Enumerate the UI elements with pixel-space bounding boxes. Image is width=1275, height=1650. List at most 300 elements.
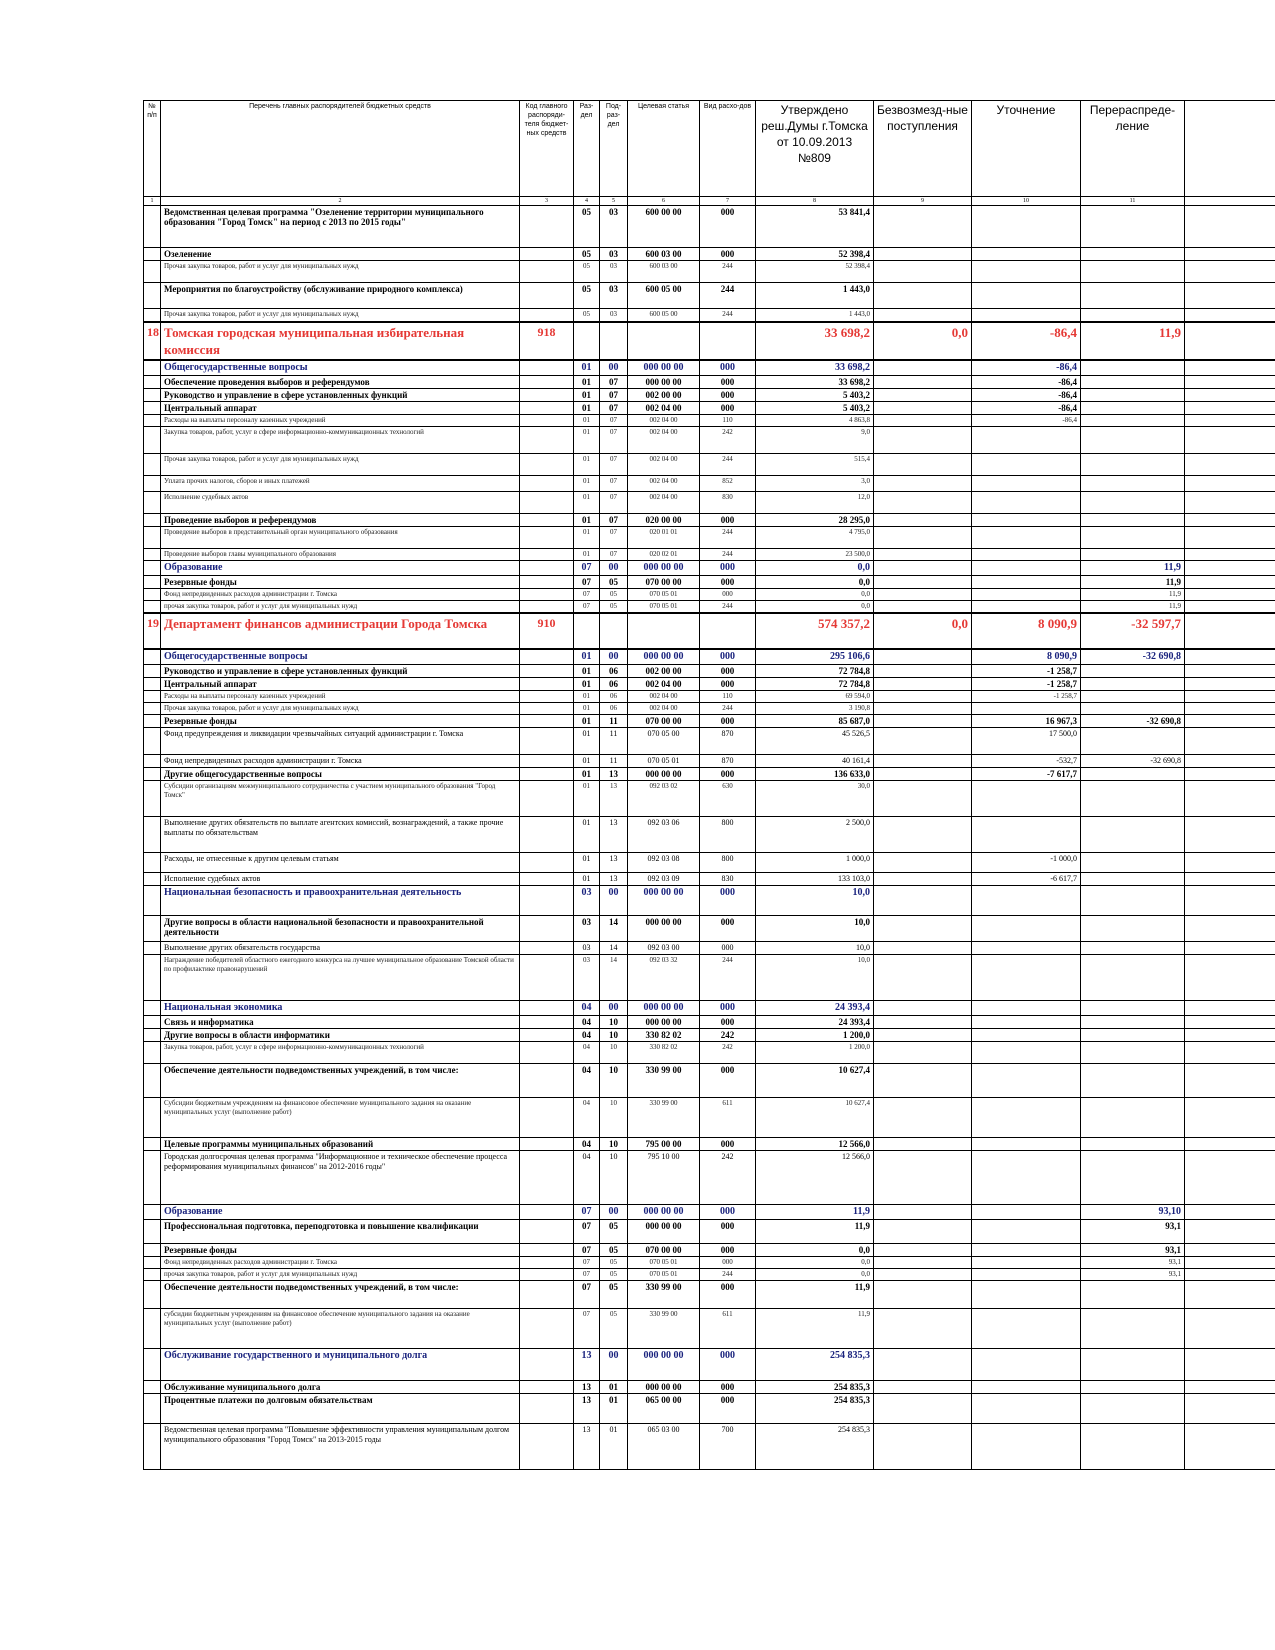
row-number bbox=[144, 941, 161, 954]
row-name: Фонд непредвиденных расходов администрации г. Томска bbox=[161, 754, 520, 767]
row-name: Центральный аппарат bbox=[161, 401, 520, 414]
row-target-article: 330 82 02 bbox=[628, 1028, 700, 1041]
row-section: 05 bbox=[574, 283, 600, 309]
row-expense-type: 800 bbox=[700, 852, 756, 872]
row-extra bbox=[1185, 248, 1275, 261]
row-clarification: -86,4 bbox=[972, 375, 1081, 388]
row-section: 01 bbox=[574, 702, 600, 714]
row-section: 04 bbox=[574, 1150, 600, 1204]
row-approved: 515,4 bbox=[756, 453, 874, 475]
row-section: 01 bbox=[574, 714, 600, 727]
row-extra bbox=[1185, 575, 1275, 588]
row-number bbox=[144, 1150, 161, 1204]
row-target-article: 092 03 09 bbox=[628, 872, 700, 885]
table-row bbox=[144, 767, 1275, 780]
row-gratuitous bbox=[874, 915, 972, 941]
table-row bbox=[144, 475, 1275, 491]
row-extra bbox=[1185, 360, 1275, 376]
row-name: Другие общегосударственные вопросы bbox=[161, 767, 520, 780]
row-name: Руководство и управление в сфере установленных функций bbox=[161, 388, 520, 401]
row-name: Целевые программы муниципальных образований bbox=[161, 1137, 520, 1150]
row-redistribution bbox=[1081, 388, 1185, 401]
row-redistribution: 93,1 bbox=[1081, 1268, 1185, 1280]
row-number bbox=[144, 206, 161, 248]
row-name: Общегосударственные вопросы bbox=[161, 649, 520, 665]
row-name: Городская долгосрочная целевая программа "Информационное и техническое обеспечение процесса реформирования муниципальных финансов" на 2012-2016 годы" bbox=[161, 1150, 520, 1204]
row-approved: 9,0 bbox=[756, 426, 874, 453]
row-subsection: 07 bbox=[600, 548, 628, 560]
row-name: Закупка товаров, работ, услуг в сфере информационно-коммуникационных технологий bbox=[161, 426, 520, 453]
row-name: Фонд непредвиденных расходов администрации г. Томска bbox=[161, 1256, 520, 1268]
row-code bbox=[520, 388, 574, 401]
row-name: Выполнение других обязательств по выплате агентских комиссий, вознаграждений, а также прочие выплаты по обязательствам bbox=[161, 816, 520, 852]
row-subsection: 07 bbox=[600, 401, 628, 414]
row-expense-type: 000 bbox=[700, 560, 756, 575]
row-expense-type: 244 bbox=[700, 600, 756, 613]
row-approved: 45 526,5 bbox=[756, 727, 874, 754]
row-approved: 12,0 bbox=[756, 491, 874, 513]
table-row bbox=[144, 1423, 1275, 1469]
row-code: 918 bbox=[520, 322, 574, 360]
row-redistribution bbox=[1081, 664, 1185, 677]
row-gratuitous bbox=[874, 1380, 972, 1393]
row-extra bbox=[1185, 1243, 1275, 1256]
row-section: 01 bbox=[574, 475, 600, 491]
row-expense-type: 000 bbox=[700, 915, 756, 941]
row-section: 01 bbox=[574, 526, 600, 548]
row-approved: 28 295,0 bbox=[756, 513, 874, 526]
table-row bbox=[144, 375, 1275, 388]
row-approved: 3 190,8 bbox=[756, 702, 874, 714]
row-section: 03 bbox=[574, 954, 600, 1000]
row-clarification bbox=[972, 206, 1081, 248]
row-extra bbox=[1185, 1028, 1275, 1041]
row-approved: 52 398,4 bbox=[756, 248, 874, 261]
row-subsection: 03 bbox=[600, 283, 628, 309]
row-approved: 0,0 bbox=[756, 588, 874, 600]
table-row bbox=[144, 1380, 1275, 1393]
row-redistribution bbox=[1081, 475, 1185, 491]
row-extra bbox=[1185, 475, 1275, 491]
row-target-article: 070 05 01 bbox=[628, 754, 700, 767]
header-column-numbers bbox=[144, 197, 1275, 206]
row-name: Расходы на выплаты персоналу казенных учреждений bbox=[161, 414, 520, 426]
row-redistribution: 93,1 bbox=[1081, 1243, 1185, 1256]
row-name: Резервные фонды bbox=[161, 714, 520, 727]
row-gratuitous bbox=[874, 375, 972, 388]
row-extra bbox=[1185, 664, 1275, 677]
row-section: 01 bbox=[574, 453, 600, 475]
row-number bbox=[144, 1348, 161, 1380]
row-approved: 3,0 bbox=[756, 475, 874, 491]
row-clarification bbox=[972, 600, 1081, 613]
row-name: Проведение выборов главы муниципального образования bbox=[161, 548, 520, 560]
row-target-article: 070 00 00 bbox=[628, 714, 700, 727]
table-row bbox=[144, 453, 1275, 475]
row-section: 01 bbox=[574, 360, 600, 376]
row-gratuitous bbox=[874, 206, 972, 248]
table-row bbox=[144, 852, 1275, 872]
row-approved: 69 594,0 bbox=[756, 690, 874, 702]
row-redistribution bbox=[1081, 915, 1185, 941]
row-target-article: 065 03 00 bbox=[628, 1423, 700, 1469]
row-name: Образование bbox=[161, 560, 520, 575]
row-code bbox=[520, 588, 574, 600]
row-approved: 10,0 bbox=[756, 915, 874, 941]
row-number bbox=[144, 513, 161, 526]
row-expense-type: 000 bbox=[700, 248, 756, 261]
row-expense-type: 630 bbox=[700, 780, 756, 816]
table-row bbox=[144, 1256, 1275, 1268]
row-redistribution bbox=[1081, 852, 1185, 872]
table-row bbox=[144, 1137, 1275, 1150]
row-clarification bbox=[972, 1000, 1081, 1015]
row-redistribution bbox=[1081, 954, 1185, 1000]
row-gratuitous bbox=[874, 575, 972, 588]
row-approved: 574 357,2 bbox=[756, 613, 874, 649]
row-code bbox=[520, 375, 574, 388]
row-section: 03 bbox=[574, 941, 600, 954]
row-code bbox=[520, 548, 574, 560]
row-extra bbox=[1185, 872, 1275, 885]
row-number bbox=[144, 690, 161, 702]
row-extra bbox=[1185, 1348, 1275, 1380]
table-row bbox=[144, 414, 1275, 426]
row-code bbox=[520, 1204, 574, 1219]
column-number-blank bbox=[1185, 197, 1275, 206]
row-target-article: 065 00 00 bbox=[628, 1393, 700, 1423]
row-subsection: 00 bbox=[600, 1348, 628, 1380]
row-expense-type: 244 bbox=[700, 954, 756, 1000]
row-number bbox=[144, 767, 161, 780]
row-redistribution bbox=[1081, 727, 1185, 754]
row-expense-type: 000 bbox=[700, 1380, 756, 1393]
row-expense-type: 000 bbox=[700, 1393, 756, 1423]
row-subsection: 10 bbox=[600, 1097, 628, 1137]
table-row bbox=[144, 664, 1275, 677]
row-expense-type: 000 bbox=[700, 588, 756, 600]
row-code bbox=[520, 1097, 574, 1137]
row-extra bbox=[1185, 388, 1275, 401]
row-extra bbox=[1185, 414, 1275, 426]
row-subsection: 05 bbox=[600, 575, 628, 588]
row-clarification bbox=[972, 941, 1081, 954]
row-target-article: 600 05 00 bbox=[628, 283, 700, 309]
row-redistribution bbox=[1081, 360, 1185, 376]
row-gratuitous bbox=[874, 360, 972, 376]
row-target-article: 002 04 00 bbox=[628, 453, 700, 475]
table-row bbox=[144, 915, 1275, 941]
row-clarification bbox=[972, 548, 1081, 560]
row-section: 04 bbox=[574, 1000, 600, 1015]
row-extra bbox=[1185, 915, 1275, 941]
table-row bbox=[144, 575, 1275, 588]
row-redistribution bbox=[1081, 548, 1185, 560]
row-section: 01 bbox=[574, 375, 600, 388]
row-gratuitous bbox=[874, 491, 972, 513]
row-extra bbox=[1185, 885, 1275, 915]
row-redistribution bbox=[1081, 426, 1185, 453]
row-clarification: -86,4 bbox=[972, 414, 1081, 426]
row-subsection: 11 bbox=[600, 754, 628, 767]
row-subsection: 05 bbox=[600, 1256, 628, 1268]
table-row bbox=[144, 613, 1275, 649]
row-extra bbox=[1185, 1308, 1275, 1348]
row-extra bbox=[1185, 1256, 1275, 1268]
row-target-article: 795 00 00 bbox=[628, 1137, 700, 1150]
row-target-article: 070 05 00 bbox=[628, 727, 700, 754]
row-clarification bbox=[972, 575, 1081, 588]
row-extra bbox=[1185, 754, 1275, 767]
row-target-article: 002 04 00 bbox=[628, 414, 700, 426]
table-header bbox=[144, 101, 1275, 206]
row-expense-type: 244 bbox=[700, 1268, 756, 1280]
row-name: Прочая закупка товаров, работ и услуг для муниципальных нужд bbox=[161, 453, 520, 475]
row-extra bbox=[1185, 526, 1275, 548]
row-subsection: 10 bbox=[600, 1137, 628, 1150]
row-target-article: 002 00 00 bbox=[628, 388, 700, 401]
row-number bbox=[144, 388, 161, 401]
row-clarification bbox=[972, 588, 1081, 600]
row-extra bbox=[1185, 588, 1275, 600]
row-redistribution: 11,9 bbox=[1081, 588, 1185, 600]
row-redistribution bbox=[1081, 690, 1185, 702]
row-gratuitous bbox=[874, 1028, 972, 1041]
row-redistribution bbox=[1081, 1041, 1185, 1063]
row-code bbox=[520, 526, 574, 548]
row-expense-type: 110 bbox=[700, 414, 756, 426]
row-redistribution bbox=[1081, 283, 1185, 309]
row-target-article: 092 03 02 bbox=[628, 780, 700, 816]
column-number: 9 bbox=[874, 197, 972, 206]
row-approved: 24 393,4 bbox=[756, 1000, 874, 1015]
row-gratuitous bbox=[874, 1063, 972, 1097]
row-extra bbox=[1185, 309, 1275, 322]
row-redistribution: 11,9 bbox=[1081, 560, 1185, 575]
row-approved: 85 687,0 bbox=[756, 714, 874, 727]
row-code bbox=[520, 954, 574, 1000]
row-code bbox=[520, 426, 574, 453]
row-gratuitous bbox=[874, 702, 972, 714]
row-name: Обеспечение деятельности подведомственных учреждений, в том числе: bbox=[161, 1063, 520, 1097]
row-extra bbox=[1185, 767, 1275, 780]
row-subsection: 07 bbox=[600, 513, 628, 526]
row-gratuitous bbox=[874, 727, 972, 754]
row-redistribution bbox=[1081, 526, 1185, 548]
row-name: Мероприятия по благоустройству (обслуживание природного комплекса) bbox=[161, 283, 520, 309]
row-extra bbox=[1185, 1204, 1275, 1219]
row-expense-type: 000 bbox=[700, 513, 756, 526]
row-code bbox=[520, 1268, 574, 1280]
row-clarification: -86,4 bbox=[972, 360, 1081, 376]
row-expense-type: 000 bbox=[700, 375, 756, 388]
row-number bbox=[144, 872, 161, 885]
row-approved: 33 698,2 bbox=[756, 375, 874, 388]
row-redistribution bbox=[1081, 677, 1185, 690]
row-code bbox=[520, 690, 574, 702]
row-approved: 72 784,8 bbox=[756, 677, 874, 690]
row-extra bbox=[1185, 560, 1275, 575]
row-expense-type: 000 bbox=[700, 388, 756, 401]
row-code bbox=[520, 1308, 574, 1348]
row-code bbox=[520, 309, 574, 322]
table-row bbox=[144, 1000, 1275, 1015]
row-section: 07 bbox=[574, 1268, 600, 1280]
row-redistribution: -32 690,8 bbox=[1081, 649, 1185, 665]
row-name: Томская городская муниципальная избирательная комиссия bbox=[161, 322, 520, 360]
row-name: Награждение победителей областного ежегодного конкурса на лучшее муниципальное образование Томской области по профилактике правонарушений bbox=[161, 954, 520, 1000]
row-number bbox=[144, 852, 161, 872]
row-subsection: 14 bbox=[600, 915, 628, 941]
row-section: 01 bbox=[574, 401, 600, 414]
row-subsection: 13 bbox=[600, 816, 628, 852]
row-code bbox=[520, 475, 574, 491]
row-gratuitous bbox=[874, 664, 972, 677]
table-row bbox=[144, 954, 1275, 1000]
row-expense-type: 000 bbox=[700, 360, 756, 376]
row-number bbox=[144, 1000, 161, 1015]
row-section: 07 bbox=[574, 588, 600, 600]
row-section: 01 bbox=[574, 491, 600, 513]
row-subsection: 13 bbox=[600, 780, 628, 816]
column-number: 10 bbox=[972, 197, 1081, 206]
table-row bbox=[144, 309, 1275, 322]
row-gratuitous bbox=[874, 283, 972, 309]
row-approved: 10 627,4 bbox=[756, 1063, 874, 1097]
row-name: Расходы на выплаты персоналу казенных учреждений bbox=[161, 690, 520, 702]
row-extra bbox=[1185, 548, 1275, 560]
row-extra bbox=[1185, 613, 1275, 649]
row-expense-type: 244 bbox=[700, 548, 756, 560]
row-subsection: 13 bbox=[600, 852, 628, 872]
row-gratuitous bbox=[874, 1348, 972, 1380]
row-clarification bbox=[972, 1268, 1081, 1280]
row-name: Фонд непредвиденных расходов администрации г. Томска bbox=[161, 588, 520, 600]
row-redistribution bbox=[1081, 248, 1185, 261]
row-expense-type: 244 bbox=[700, 702, 756, 714]
row-code bbox=[520, 1137, 574, 1150]
row-subsection bbox=[600, 613, 628, 649]
table-row bbox=[144, 690, 1275, 702]
row-name: Ведомственная целевая программа "Повышение эффективности управления муниципальным долгом муниципального образования "Город Томск" на 2013-2015 годы bbox=[161, 1423, 520, 1469]
row-gratuitous bbox=[874, 1393, 972, 1423]
row-clarification: -532,7 bbox=[972, 754, 1081, 767]
row-number bbox=[144, 560, 161, 575]
row-clarification bbox=[972, 1348, 1081, 1380]
row-target-article: 070 05 01 bbox=[628, 588, 700, 600]
row-code bbox=[520, 649, 574, 665]
row-approved: 24 393,4 bbox=[756, 1015, 874, 1028]
row-expense-type bbox=[700, 613, 756, 649]
row-number bbox=[144, 754, 161, 767]
row-approved: 10,0 bbox=[756, 954, 874, 1000]
row-extra bbox=[1185, 261, 1275, 283]
row-expense-type: 110 bbox=[700, 690, 756, 702]
row-gratuitous bbox=[874, 309, 972, 322]
table-row bbox=[144, 1015, 1275, 1028]
row-extra bbox=[1185, 491, 1275, 513]
row-code bbox=[520, 1015, 574, 1028]
row-redistribution bbox=[1081, 885, 1185, 915]
row-expense-type: 000 bbox=[700, 206, 756, 248]
row-number bbox=[144, 261, 161, 283]
row-clarification bbox=[972, 1015, 1081, 1028]
row-number bbox=[144, 1041, 161, 1063]
row-name: Выполнение других обязательств государства bbox=[161, 941, 520, 954]
row-approved: 5 403,2 bbox=[756, 401, 874, 414]
header-code: Код главного распоряди-теля бюджет-ных средств bbox=[520, 101, 574, 197]
row-code bbox=[520, 767, 574, 780]
row-extra bbox=[1185, 1393, 1275, 1423]
row-redistribution bbox=[1081, 1308, 1185, 1348]
row-section: 04 bbox=[574, 1028, 600, 1041]
header-number: № п/п bbox=[144, 101, 161, 197]
row-number bbox=[144, 1219, 161, 1243]
row-code bbox=[520, 248, 574, 261]
row-section: 07 bbox=[574, 600, 600, 613]
row-clarification: -1 258,7 bbox=[972, 677, 1081, 690]
row-target-article: 070 05 01 bbox=[628, 1268, 700, 1280]
header-approved: Утверждено реш.Думы г.Томска от 10.09.2013 №809 bbox=[756, 101, 874, 197]
row-number bbox=[144, 816, 161, 852]
row-number bbox=[144, 1423, 161, 1469]
row-approved: 72 784,8 bbox=[756, 664, 874, 677]
row-name: Проведение выборов в представительный орган муниципального образования bbox=[161, 526, 520, 548]
row-clarification: -86,4 bbox=[972, 322, 1081, 360]
row-name: Исполнение судебных актов bbox=[161, 491, 520, 513]
row-approved: 23 500,0 bbox=[756, 548, 874, 560]
row-expense-type: 000 bbox=[700, 1015, 756, 1028]
row-target-article bbox=[628, 613, 700, 649]
table-row bbox=[144, 322, 1275, 360]
row-number bbox=[144, 548, 161, 560]
row-section: 01 bbox=[574, 690, 600, 702]
row-code bbox=[520, 575, 574, 588]
row-code: 910 bbox=[520, 613, 574, 649]
table-row bbox=[144, 491, 1275, 513]
row-gratuitous bbox=[874, 1219, 972, 1243]
row-number bbox=[144, 283, 161, 309]
row-subsection: 00 bbox=[600, 885, 628, 915]
row-target-article: 020 02 01 bbox=[628, 548, 700, 560]
row-code bbox=[520, 283, 574, 309]
row-code bbox=[520, 1393, 574, 1423]
row-expense-type: 000 bbox=[700, 767, 756, 780]
row-code bbox=[520, 1280, 574, 1308]
row-clarification bbox=[972, 885, 1081, 915]
table-row bbox=[144, 885, 1275, 915]
row-subsection: 14 bbox=[600, 941, 628, 954]
row-number: 18 bbox=[144, 322, 161, 360]
row-section: 07 bbox=[574, 1256, 600, 1268]
row-name: Обслуживание муниципального долга bbox=[161, 1380, 520, 1393]
row-clarification bbox=[972, 1380, 1081, 1393]
column-number: 8 bbox=[756, 197, 874, 206]
row-approved: 0,0 bbox=[756, 575, 874, 588]
row-approved: 254 835,3 bbox=[756, 1348, 874, 1380]
row-number bbox=[144, 1137, 161, 1150]
header-subsection: Под-раз-дел bbox=[600, 101, 628, 197]
row-gratuitous bbox=[874, 1000, 972, 1015]
row-clarification bbox=[972, 453, 1081, 475]
row-redistribution bbox=[1081, 1280, 1185, 1308]
row-redistribution bbox=[1081, 702, 1185, 714]
row-approved: 11,9 bbox=[756, 1308, 874, 1348]
row-name: Обеспечение деятельности подведомственных учреждений, в том числе: bbox=[161, 1280, 520, 1308]
row-clarification: 8 090,9 bbox=[972, 649, 1081, 665]
row-target-article: 070 00 00 bbox=[628, 1243, 700, 1256]
row-name: Профессиональная подготовка, переподготовка и повышение квалификации bbox=[161, 1219, 520, 1243]
